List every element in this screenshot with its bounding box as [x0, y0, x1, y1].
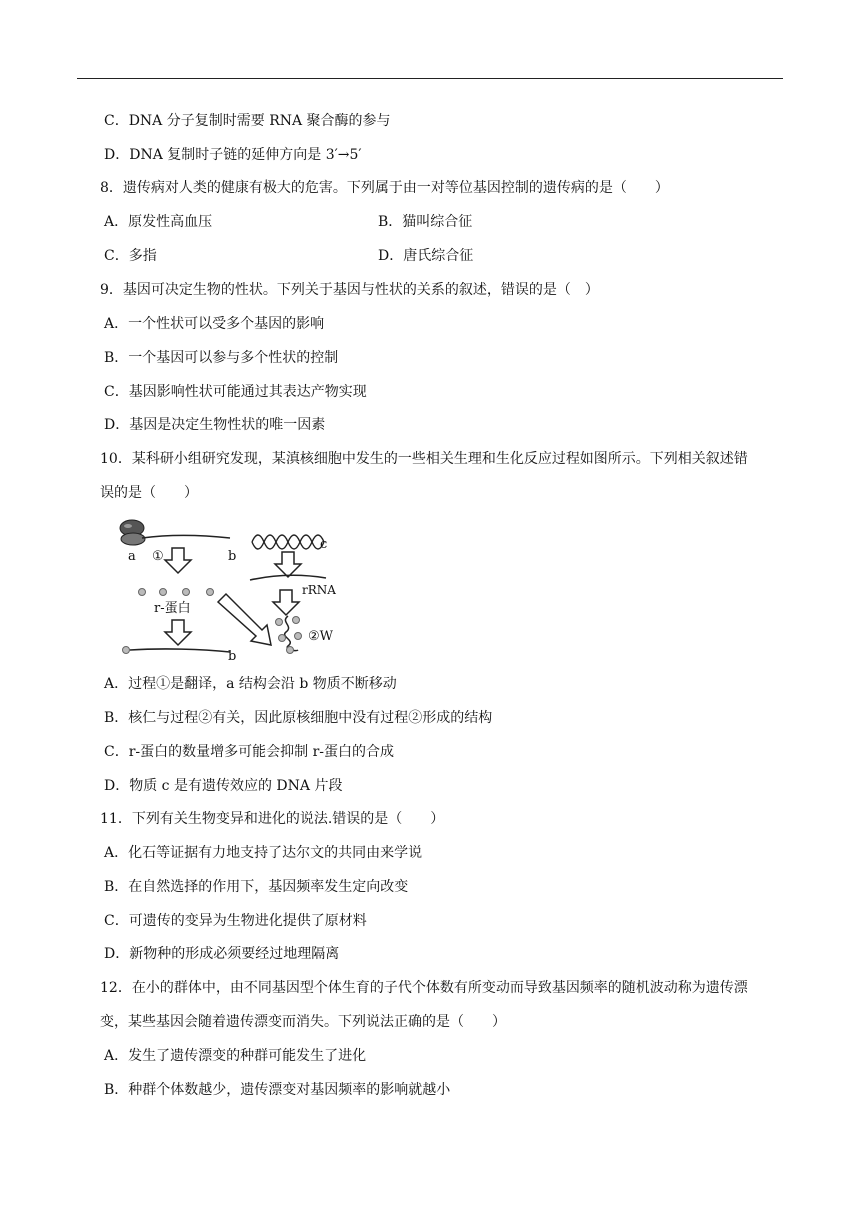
option-11b: B．在自然选择的作用下，基因频率发生定向改变	[104, 879, 409, 895]
option-9a: A．一个性状可以受多个基因的影响	[104, 316, 325, 332]
mrna-strand-top	[142, 535, 230, 538]
option-12a: A．发生了遗传漂变的种群可能发生了进化	[104, 1048, 367, 1064]
dna-helix-icon	[252, 535, 324, 549]
question-10-stem: 10．某科研小组研究发现，某滇核细胞中发生的一些相关生理和生化反应过程如图所示。下列相关叙述错	[100, 451, 748, 467]
option-11c: C．可遗传的变异为生物进化提供了原材料	[104, 913, 367, 929]
label-process-1: ①	[152, 549, 164, 564]
r-protein-dots	[139, 589, 214, 596]
arrow-down-icon-4	[165, 620, 191, 645]
option-9d: D．基因是决定生物性状的唯一因素	[104, 417, 326, 433]
question-10-stem-cont: 误的是（ ）	[100, 485, 198, 501]
label-b-top: b	[228, 549, 237, 564]
question-12-stem-cont: 变，某些基因会随着遗传漂变而消失。下列说法正确的是（ ）	[100, 1014, 506, 1030]
question-12-stem: 12．在小的群体中，由不同基因型个体生育的子代个体数有所变动而导致基因频率的随机波动称为遗传漂	[100, 980, 748, 996]
arrow-down-icon-2	[275, 552, 301, 577]
option-11d: D．新物种的形成必须要经过地理隔离	[104, 946, 340, 962]
option-8a: A．原发性高血压	[104, 214, 213, 230]
label-a: a	[128, 549, 136, 564]
arrow-down-icon-1	[165, 548, 191, 573]
option-9c: C．基因影响性状可能通过其表达产物实现	[104, 384, 367, 400]
option-7c: C．DNA 分子复制时需要 RNA 聚合酶的参与	[104, 113, 391, 129]
arrow-diagonal-icon	[218, 594, 271, 645]
option-10a: A．过程①是翻译，a 结构会沿 b 物质不断移动	[104, 676, 397, 692]
option-7d: D．DNA 复制时子链的延伸方向是 3′→5′	[104, 147, 362, 163]
option-12b: B．种群个体数越少，遗传漂变对基因频率的影响就越小	[104, 1082, 451, 1098]
option-10c: C．r-蛋白的数量增多可能会抑制 r-蛋白的合成	[104, 744, 395, 760]
mrna-strand-bottom	[130, 649, 230, 652]
label-b-bottom: b	[228, 649, 237, 664]
option-9b: B．一个基因可以参与多个性状的控制	[104, 350, 339, 366]
option-11a: A．化石等证据有力地支持了达尔文的共同由来学说	[104, 845, 423, 861]
option-8c: C．多指	[104, 248, 157, 264]
r-protein-dot-bound	[123, 647, 130, 654]
question-8-stem: 8．遗传病对人类的健康有极大的危害。下列属于由一对等位基因控制的遗传病的是（ ）	[100, 180, 669, 196]
label-r-protein: r-蛋白	[154, 601, 191, 616]
ribosome-process-figure	[112, 518, 352, 668]
option-10d: D．物质 c 是有遗传效应的 DNA 片段	[104, 778, 343, 794]
header-rule	[77, 78, 783, 79]
arrow-down-icon-3	[273, 590, 299, 615]
ribosome-icon	[120, 520, 145, 545]
w-complex-icon	[276, 616, 302, 654]
question-9-stem: 9．基因可决定生物的性状。下列关于基因与性状的关系的叙述，错误的是（ ）	[100, 282, 599, 298]
option-8b: B．猫叫综合征	[378, 214, 473, 230]
label-c: c	[320, 537, 328, 552]
label-process-2-w: ②W	[308, 629, 334, 644]
option-8d: D．唐氏综合征	[378, 248, 474, 264]
label-rrna: rRNA	[302, 583, 336, 597]
option-10b: B．核仁与过程②有关，因此原核细胞中没有过程②形成的结构	[104, 710, 493, 726]
question-11-stem: 11．下列有关生物变异和进化的说法.错误的是（ ）	[100, 811, 445, 827]
